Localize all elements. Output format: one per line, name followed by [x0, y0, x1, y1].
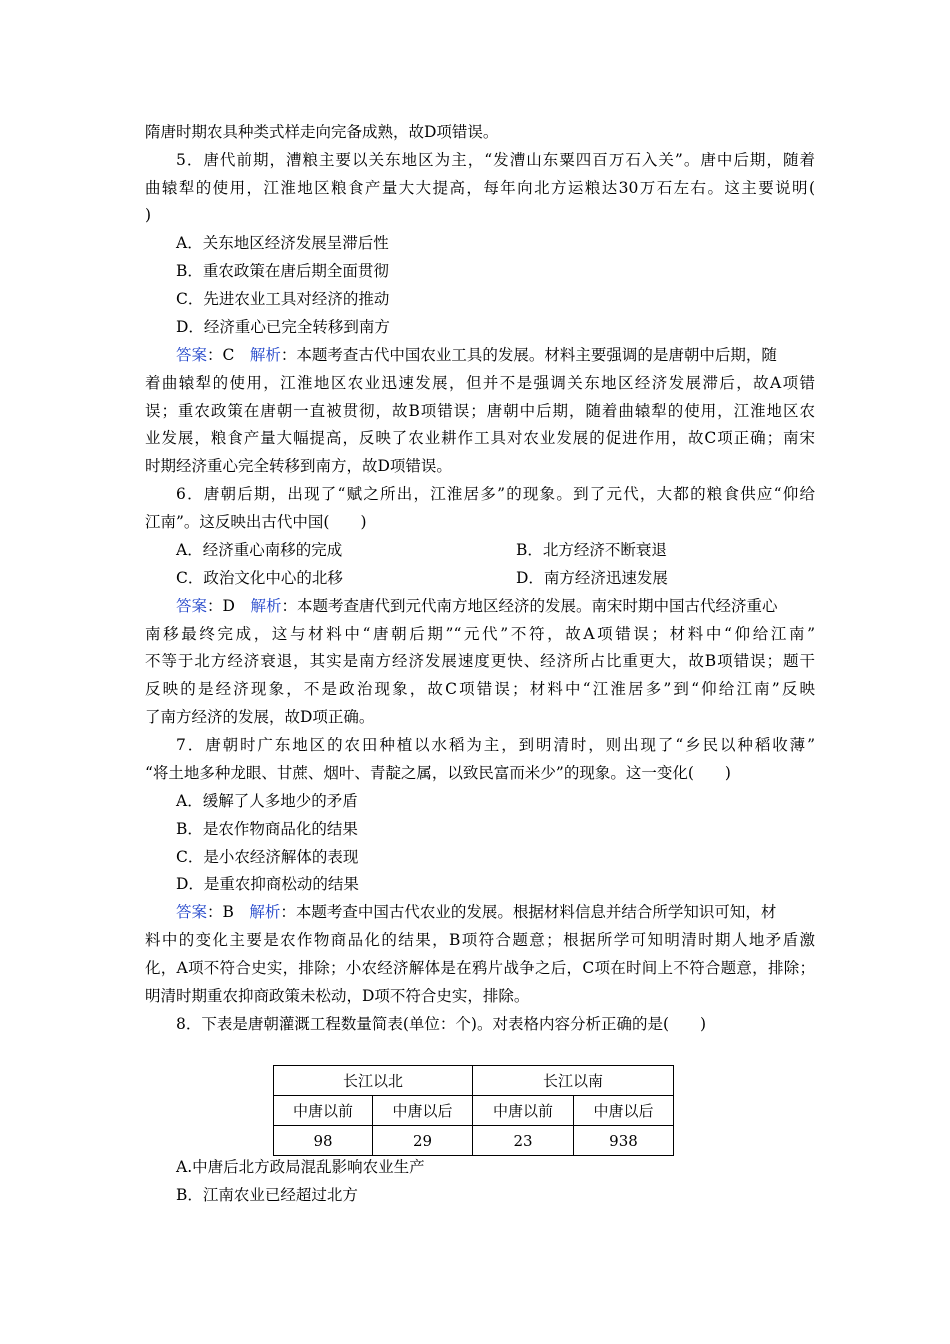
table-group-header: 长江以北 [274, 1066, 473, 1096]
question-5-option-d: D．经济重心已完全转移到南方 [176, 318, 390, 336]
table-cell: 23 [473, 1126, 574, 1156]
table-cell: 938 [574, 1126, 674, 1156]
question-5-answer-line [176, 341, 846, 369]
question-5-stem: ) [145, 206, 152, 224]
analysis-text: 不等于北方经济衰退，其实是南方经济发展速度更快、经济所占比重更大，故B项错误；题干 [145, 652, 815, 670]
table-subheader: 中唐以前 [274, 1096, 373, 1126]
irrigation-table [273, 1065, 674, 1156]
question-7-answer-line [176, 898, 846, 926]
analysis-text: ：本题考查中国古代农业的发展。根据材料信息并结合所学知识可知，材 [280, 903, 777, 921]
question-5-option-a: A．关东地区经济发展呈滞后性 [176, 234, 389, 252]
table-subheader: 中唐以后 [574, 1096, 674, 1126]
question-7-stem: 7．唐朝时广东地区的农田种植以水稻为主，到明清时，则出现了“乡民以种稻收薄” [176, 736, 815, 754]
analysis-text: 南移最终完成，这与材料中“唐朝后期”“元代”不符，故A项错误；材料中“仰给江南” [145, 625, 815, 643]
answer-label: 答案 [176, 597, 208, 615]
analysis-label: 解析 [250, 597, 282, 615]
question-5-stem: 曲辕犁的使用，江淮地区粮食产量大大提高，每年向北方运粮达30万石左右。这主要说明( [145, 179, 815, 197]
table-subheader: 中唐以前 [473, 1096, 574, 1126]
question-5-option-b: B．重农政策在唐后期全面贯彻 [176, 262, 389, 280]
analysis-text: 时期经济重心完全转移到南方，故D项错误。 [145, 457, 452, 475]
question-6-option-d: D．南方经济迅速发展 [516, 569, 668, 587]
question-6-option-a: A．经济重心南移的完成 [176, 541, 343, 559]
question-6-stem: 6．唐朝后期，出现了“赋之所出，江淮居多”的现象。到了元代，大都的粮食供应“仰给 [176, 485, 815, 503]
analysis-label: 解析 [249, 346, 281, 364]
question-7-option-b: B．是农作物商品化的结果 [176, 820, 358, 838]
question-7-option-d: D．是重农抑商松动的结果 [176, 875, 359, 893]
question-7-stem: “将土地多种龙眼、甘蔗、烟叶、青靛之属，以致民富而米少”的现象。这一变化( ) [145, 764, 731, 782]
text-line: 隋唐时期农具种类式样走向完备成熟，故D项错误。 [145, 123, 499, 141]
answer-value: ：D [207, 597, 251, 615]
question-8-option-a: A.中唐后北方政局混乱影响农业生产 [176, 1158, 425, 1176]
table-cell: 98 [274, 1126, 373, 1156]
question-8-stem: 8．下表是唐朝灌溉工程数量简表(单位：个)。对表格内容分析正确的是( ) [176, 1015, 707, 1033]
table-cell: 29 [373, 1126, 473, 1156]
answer-value: ：C [207, 346, 250, 364]
question-6-option-c: C．政治文化中心的北移 [176, 569, 343, 587]
analysis-text: 着曲辕犁的使用，江淮地区农业迅速发展，但并不是强调关东地区经济发展滞后，故A项错 [145, 374, 815, 392]
answer-value: ：B [207, 903, 250, 921]
answer-label: 答案 [176, 346, 208, 364]
question-6-answer-line [176, 592, 846, 620]
table-subheader: 中唐以后 [373, 1096, 473, 1126]
question-5-stem: 5．唐代前期，漕粮主要以关东地区为主，“发漕山东粟四百万石入关”。唐中后期，随着 [176, 151, 815, 169]
analysis-text: 料中的变化主要是农作物商品化的结果，B项符合题意；根据所学可知明清时期人地矛盾激 [145, 931, 815, 949]
analysis-text: 化，A项不符合史实，排除；小农经济解体是在鸦片战争之后，C项在时间上不符合题意，排除； [145, 959, 815, 977]
table-group-header: 长江以南 [473, 1066, 674, 1096]
analysis-text: 业发展，粮食产量大幅提高，反映了农业耕作工具对农业发展的促进作用，故C项正确；南宋 [145, 429, 815, 447]
analysis-text: 了南方经济的发展，故D项正确。 [145, 708, 375, 726]
question-6-option-b: B．北方经济不断衰退 [516, 541, 667, 559]
question-8-option-b: B．江南农业已经超过北方 [176, 1186, 358, 1204]
analysis-text: ：本题考查古代中国农业工具的发展。材料主要强调的是唐朝中后期，随 [280, 346, 777, 364]
question-7-option-c: C．是小农经济解体的表现 [176, 848, 359, 866]
question-7-option-a: A．缓解了人多地少的矛盾 [176, 792, 358, 810]
question-6-stem: 江南”。这反映出古代中国( ) [145, 513, 367, 531]
analysis-text: 反映的是经济现象，不是政治现象，故C项错误；材料中“江淮居多”到“仰给江南”反映 [145, 680, 815, 698]
answer-label: 答案 [176, 903, 208, 921]
analysis-text: 误；重农政策在唐朝一直被贯彻，故B项错误；唐朝中后期，随着曲辕犁的使用，江淮地区农 [145, 402, 815, 420]
analysis-text: 明清时期重农抑商政策未松动，D项不符合史实，排除。 [145, 987, 530, 1005]
analysis-label: 解析 [249, 903, 281, 921]
question-5-option-c: C．先进农业工具对经济的推动 [176, 290, 390, 308]
analysis-text: ：本题考查唐代到元代南方地区经济的发展。南宋时期中国古代经济重心 [281, 597, 778, 615]
